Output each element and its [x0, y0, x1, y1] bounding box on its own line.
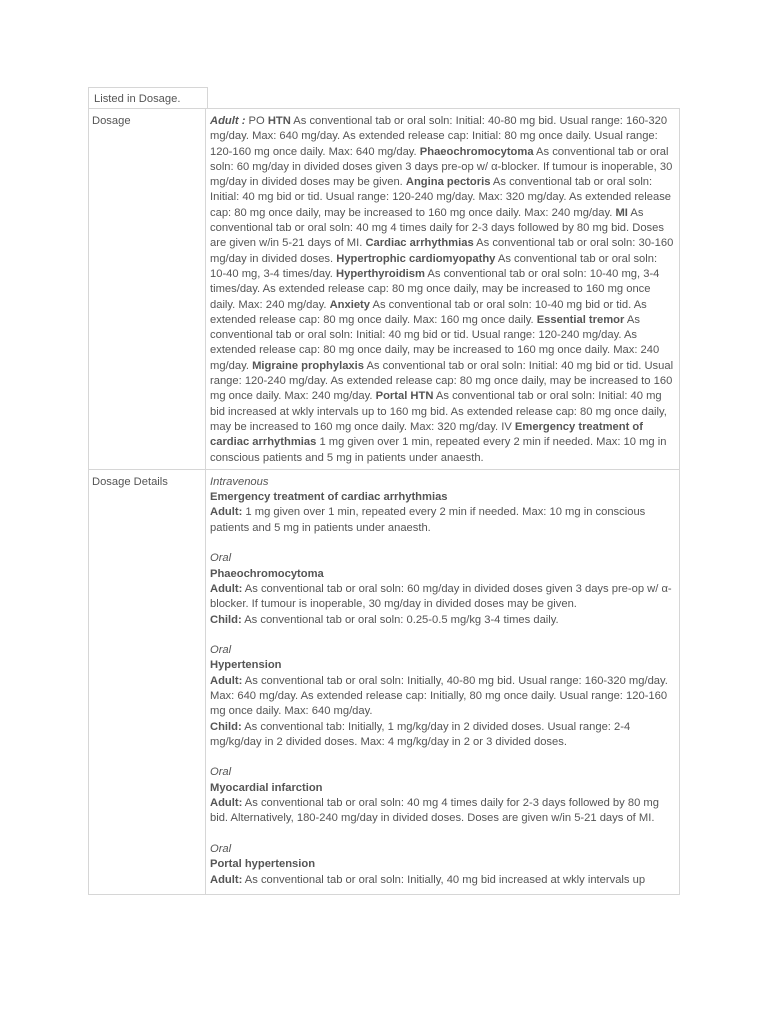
patient-group-label: Adult: — [210, 873, 243, 886]
dosage-indication: Essential tremor — [536, 313, 625, 326]
dosage-text: PO — [245, 115, 268, 127]
dose-entry — [210, 613, 674, 628]
dose-text: As conventional tab or oral soln: 60 mg/day in divided doses given 3 days pre-op w/ α-blocker. If tumour is inoperable, 30 mg/day in divided doses may be given. — [210, 582, 672, 611]
dosage-text: As conventional tab or oral soln: Initial: 40 mg bid increased at wkly intervals up to 160 mg bid. As extended release cap: 80 mg once daily, may be increased to 160 mg once daily. Max: 320 mg/day. IV — [210, 390, 667, 433]
dosage-text: As conventional tab or oral soln: Initial: 40 mg bid or tid. Usual range: 120-240 mg/day. As extended release cap: 80 mg once daily, may be increased to 160 mg once daily. Max: 240 mg/day. — [210, 313, 660, 372]
dosage-text: As conventional tab or oral soln: 60 mg/day in divided doses given 3 days pre-op w/ α-blocker. If tumour is inoperable, 30 mg/day in divided doses may be given. — [210, 145, 673, 189]
route-label: Oral — [210, 842, 232, 855]
dose-text: 1 mg given over 1 min, repeated every 2 min if needed. Max: 10 mg in conscious patients and 5 mg in patients under anaesth. — [210, 506, 646, 534]
route-label: Oral — [210, 644, 232, 657]
dosage-details-label: Dosage Details — [89, 469, 206, 894]
dosage-indication: Angina pectoris — [405, 176, 491, 189]
dose-text: As conventional tab or oral soln: 40 mg 4 times daily for 2-3 days followed by 80 mg bid. Alternatively, 180-240 mg/day in divided doses. Doses are given w/in 5-21 days of MI. — [210, 797, 659, 825]
patient-group-label: Adult: — [210, 582, 243, 595]
dosage-detail-section — [210, 643, 674, 750]
dosage-indication: Portal HTN — [375, 390, 434, 403]
dosage-row — [89, 109, 680, 470]
dosage-detail-section — [210, 475, 674, 536]
dosage-indication: Adult : — [210, 115, 246, 127]
indication-heading: Emergency treatment of cardiac arrhythmias — [210, 491, 448, 504]
dosage-details-content — [206, 469, 680, 894]
dosage-text: As conventional tab or oral soln: 10-40 mg, 3-4 times/day. As extended release cap: 80 mg once daily, may be increased to 160 mg once daily. Max: 240 mg/day. — [210, 267, 660, 311]
patient-group-label: Child: — [210, 720, 242, 733]
patient-group-label: Child: — [210, 613, 242, 626]
indication-heading: Hypertension — [210, 659, 282, 672]
patient-group-label: Adult: — [210, 674, 243, 687]
patient-group-label: Adult: — [210, 797, 243, 810]
dosage-indication: MI — [615, 206, 628, 219]
dosage-indication: Emergency treatment of cardiac arrhythmias — [210, 420, 643, 449]
dose-text: As conventional tab or oral soln: Initially, 40-80 mg bid. Usual range: 160-320 mg/day. Max: 640 mg/day. As extended release cap: Initially, 80 mg once daily. Usual range: 120-160 mg once daily. Max: 640 mg/day. — [210, 674, 668, 718]
dosage-text: 1 mg given over 1 min, repeated every 2 min if needed. Max: 10 mg in conscious patients and 5 mg in patients under anaesth. — [210, 436, 667, 464]
dosage-text: As conventional tab or oral soln: 30-160 mg/day in divided doses. — [210, 237, 674, 265]
route-label: Intravenous — [210, 475, 269, 488]
dosage-text: As conventional tab or oral soln: Initial: 40-80 mg bid. Usual range: 160-320 mg/day. Max: 640 mg/day. As extended release cap: Initial: 80 mg once daily. Usual range: 120-160 mg once daily. Max: 640 mg/day. — [210, 115, 668, 158]
dosage-indication: Hyperthyroidism — [336, 267, 425, 280]
dose-text: As conventional tab: Initially, 1 mg/kg/day in 2 divided doses. Usual range: 2-4 mg/kg/day in 2 divided doses. Max: 4 mg/kg/day in 2 or 3 divided doses. — [210, 720, 631, 748]
indication-heading: Portal hypertension — [210, 858, 316, 871]
indication-heading: Phaeochromocytoma — [210, 567, 324, 580]
dosage-text: As conventional tab or oral soln: 10-40 mg, 3-4 times/day. — [210, 252, 658, 280]
dose-entry — [210, 796, 674, 827]
dosage-indication: Phaeochromocytoma — [419, 145, 534, 158]
dose-entry — [210, 505, 674, 536]
dose-entry — [210, 582, 674, 613]
dosage-indication: Migraine prophylaxis — [252, 359, 364, 372]
dosage-text: As conventional tab or oral soln: Initial: 40 mg bid or tid. Usual range: 120-240 mg/day. Max: 320 mg/day. As extended release cap: 80 mg once daily, may be increased to 160 mg once daily. Max: 240 mg/day. — [210, 176, 672, 219]
dosage-detail-section — [210, 842, 674, 888]
dosage-details-list — [210, 475, 674, 888]
dosage-indication: Anxiety — [329, 298, 371, 311]
dosage-indication: Hypertrophic cardiomyopathy — [336, 252, 496, 265]
dosage-text: As conventional tab or oral soln: 40 mg 4 times daily for 2-3 days followed by 80 mg bid. Doses are given w/in 5-21 days of MI. — [210, 206, 664, 250]
dosage-indication: Cardiac arrhythmias — [365, 237, 474, 250]
dosage-label: Dosage — [89, 109, 206, 470]
dosage-details-row — [89, 469, 680, 894]
dosage-details-viewport — [210, 475, 674, 891]
dosage-detail-section — [210, 551, 674, 627]
dose-text: As conventional tab or oral soln: 0.25-0.5 mg/kg 3-4 times daily. — [241, 613, 559, 626]
dosage-text: As conventional tab or oral soln: Initial: 40 mg bid or tid. Usual range: 120-240 mg/day. As extended release cap: 80 mg once daily, may be increased to 160 mg once daily. Max: 240 mg/day. — [210, 359, 674, 403]
dose-entry — [210, 720, 674, 751]
route-label: Oral — [210, 766, 232, 779]
patient-group-label: Adult: — [210, 506, 243, 519]
dose-entry — [210, 873, 674, 888]
dose-text: As conventional tab or oral soln: Initially, 40 mg bid increased at wkly intervals up — [242, 873, 646, 886]
dosage-detail-section — [210, 765, 674, 826]
dosage-table — [88, 108, 680, 895]
header-cell-text: Listed in Dosage. — [94, 93, 181, 105]
route-label: Oral — [210, 552, 232, 565]
indication-heading: Myocardial infarction — [210, 781, 323, 794]
dosage-content — [206, 109, 680, 470]
dosage-text: As conventional tab or oral soln: 10-40 mg bid or tid. As extended release cap: 80 mg once daily. Max: 160 mg once daily. — [210, 298, 647, 326]
header-cell — [88, 87, 208, 109]
dose-entry — [210, 674, 674, 720]
dosage-indication: HTN — [267, 115, 291, 127]
